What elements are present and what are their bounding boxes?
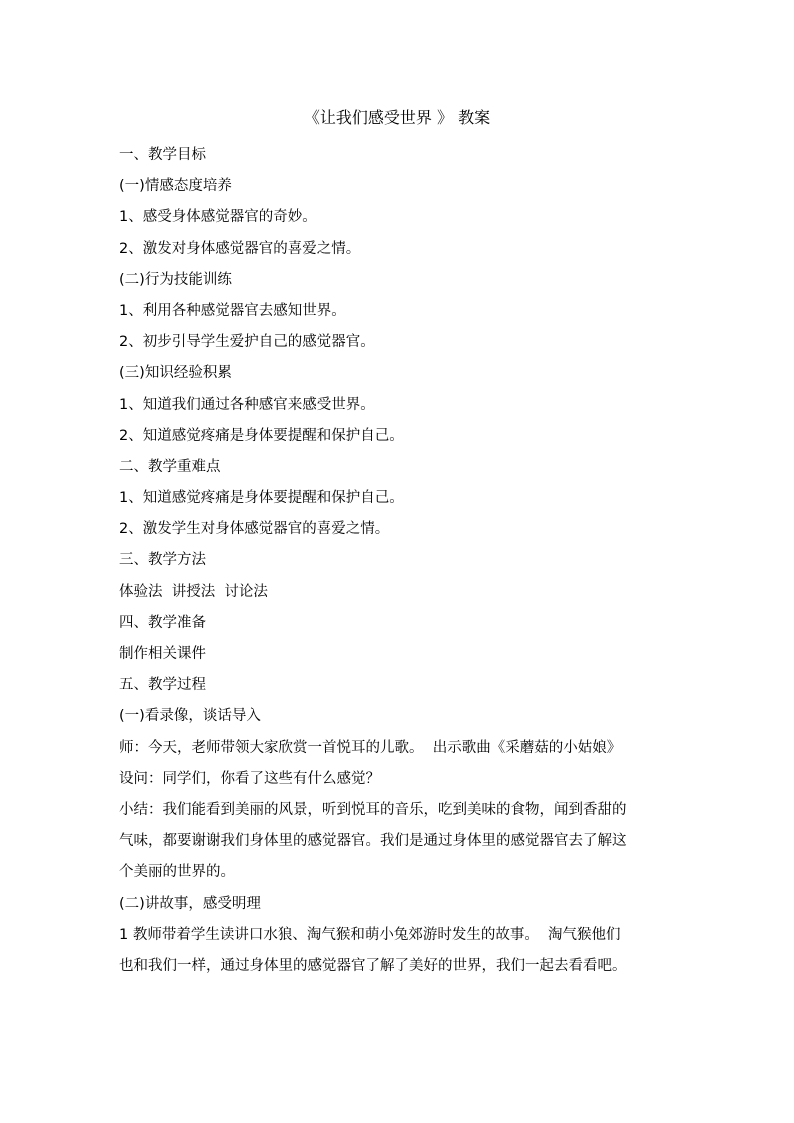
text-line: 个美丽的世界的。 (119, 864, 235, 881)
text-line: 1、知道我们通过各种感官来感受世界。 (119, 396, 375, 413)
subheading-video-intro: (一)看录像，谈话导入 (119, 708, 261, 725)
subheading-behavior-skills: (二)行为技能训练 (119, 271, 232, 288)
text-line: 1、知道感觉疼痛是身体要提醒和保护自己。 (119, 490, 404, 507)
document-body (119, 140, 679, 982)
text-line: 2、初步引导学生爱护自己的感觉器官。 (119, 334, 375, 351)
text-line: 设问：同学们，你看了这些有什么感觉？ (119, 770, 380, 787)
text-line: 体验法 讲授法 讨论法 (119, 583, 268, 600)
text-line: 气味，都要谢谢我们身体里的感觉器官。我们是通过身体里的感觉器官去了解这 (119, 833, 627, 850)
heading-teaching-process: 五、教学过程 (119, 677, 206, 694)
text-line: 小结：我们能看到美丽的风景，听到悦耳的音乐，吃到美味的食物，闻到香甜的 (119, 801, 627, 818)
subheading-story: (二)讲故事，感受明理 (119, 895, 261, 912)
text-line: 也和我们一样，通过身体里的感觉器官了解了美好的世界，我们一起去看看吧。 (119, 957, 627, 974)
text-line: 1、感受身体感觉器官的奇妙。 (119, 209, 317, 226)
text-line: 制作相关课件 (119, 646, 206, 662)
subheading-emotion-attitude: (一)情感态度培养 (119, 178, 232, 195)
heading-teaching-goals: 一、教学目标 (119, 147, 206, 163)
heading-key-points: 二、教学重难点 (119, 458, 221, 475)
heading-teaching-preparation: 四、教学准备 (119, 614, 206, 631)
document-title: 《让我们感受世界 》 教案 (303, 108, 491, 127)
text-line: 2、知道感觉疼痛是身体要提醒和保护自己。 (119, 427, 404, 444)
subheading-knowledge-experience: (三)知识经验积累 (119, 365, 232, 382)
text-line: 师：今天，老师带领大家欣赏一首悦耳的儿歌。 出示歌曲《采蘑菇的小姑娘》 (119, 739, 622, 756)
text-line: 2、激发学生对身体感觉器官的喜爱之情。 (119, 521, 390, 538)
text-line: 2、激发对身体感觉器官的喜爱之情。 (119, 240, 361, 257)
text-line: 1 教师带着学生读讲口水狼、淘气猴和萌小兔郊游时发生的故事。 淘气猴他们 (119, 926, 621, 943)
text-line: 1、利用各种感觉器官去感知世界。 (119, 302, 346, 319)
heading-teaching-methods: 三、教学方法 (119, 552, 206, 569)
